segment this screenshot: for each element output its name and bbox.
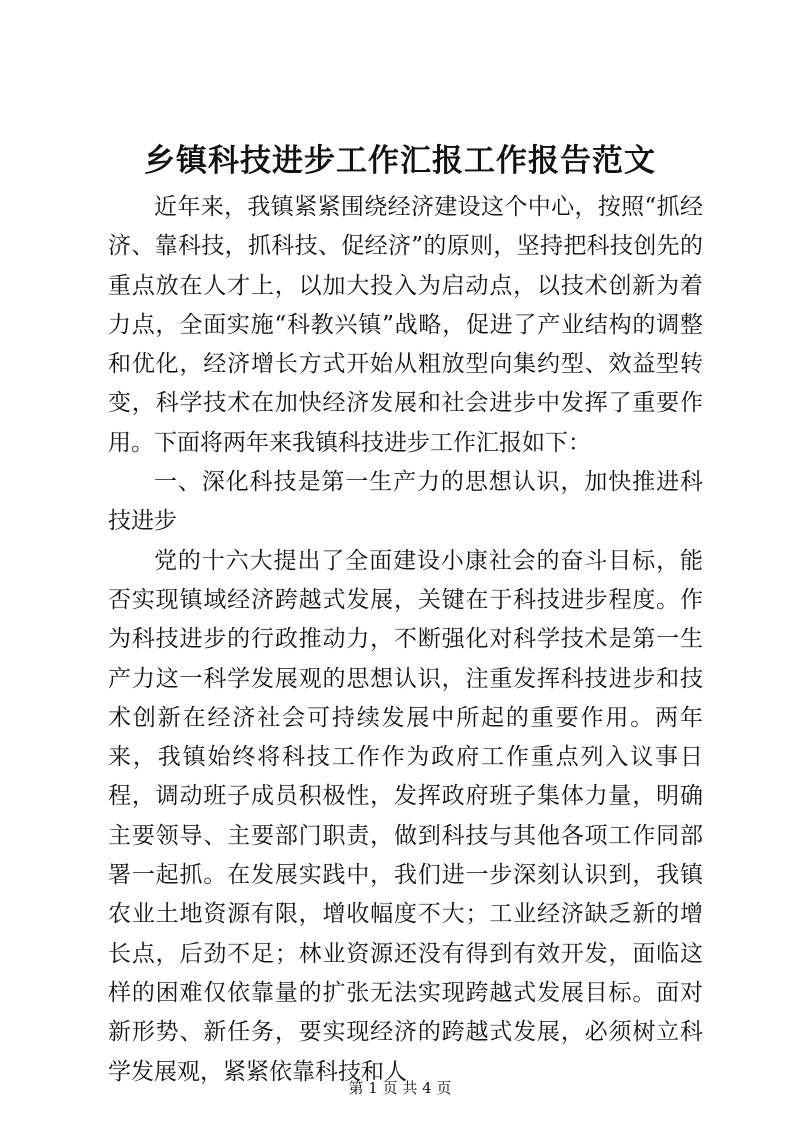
document-body — [108, 188, 703, 1092]
section-paragraph: 党的十六大提出了全面建设小康社会的奋斗目标，能否实现镇域经济跨越式发展，关键在于科技进步程度。作为科技进步的行政推动力，不断强化对科学技术是第一生产力这一科学发展观的思想认识，注重发挥科技进步和技术创新在经济社会可持续发展中所起的重要作用。两年来，我镇始终将科技工作作为政府工作重点列入议事日程，调动班子成员积极性，发挥政府班子集体力量，明确主要领导、主要部门职责，做到科技与其他各项工作同部署一起抓。在发展实践中，我们进一步深刻认识到，我镇农业土地资源有限，增收幅度不大；工业经济缺乏新的增长点，后劲不足；林业资源还没有得到有效开发，面临这样的困难仅依靠量的扩张无法实现跨越式发展目标。面对新形势、新任务，要实现经济的跨越式发展，必须树立科学发展观，紧紧依靠科技和人 — [108, 547, 703, 1085]
intro-paragraph: 近年来，我镇紧紧围绕经济建设这个中心，按照“抓经济、靠科技，抓科技、促经济”的原则，坚持把科技创先的重点放在人才上，以加大投入为启动点，以技术创新为着力点，全面实施“科教兴镇”战略，促进了产业结构的调整和优化，经济增长方式开始从粗放型向集约型、效益型转变，科学技术在加快经济发展和社会进步中发挥了重要作用。下面将两年来我镇科技进步工作汇报如下： — [108, 194, 703, 456]
section-heading: 一、深化科技是第一生产力的思想认识，加快推进科技进步 — [108, 469, 703, 535]
page-footer: 第 1 页 共 4 页 — [348, 1079, 452, 1097]
document-title: 乡镇科技进步工作汇报工作报告范文 — [144, 143, 656, 179]
